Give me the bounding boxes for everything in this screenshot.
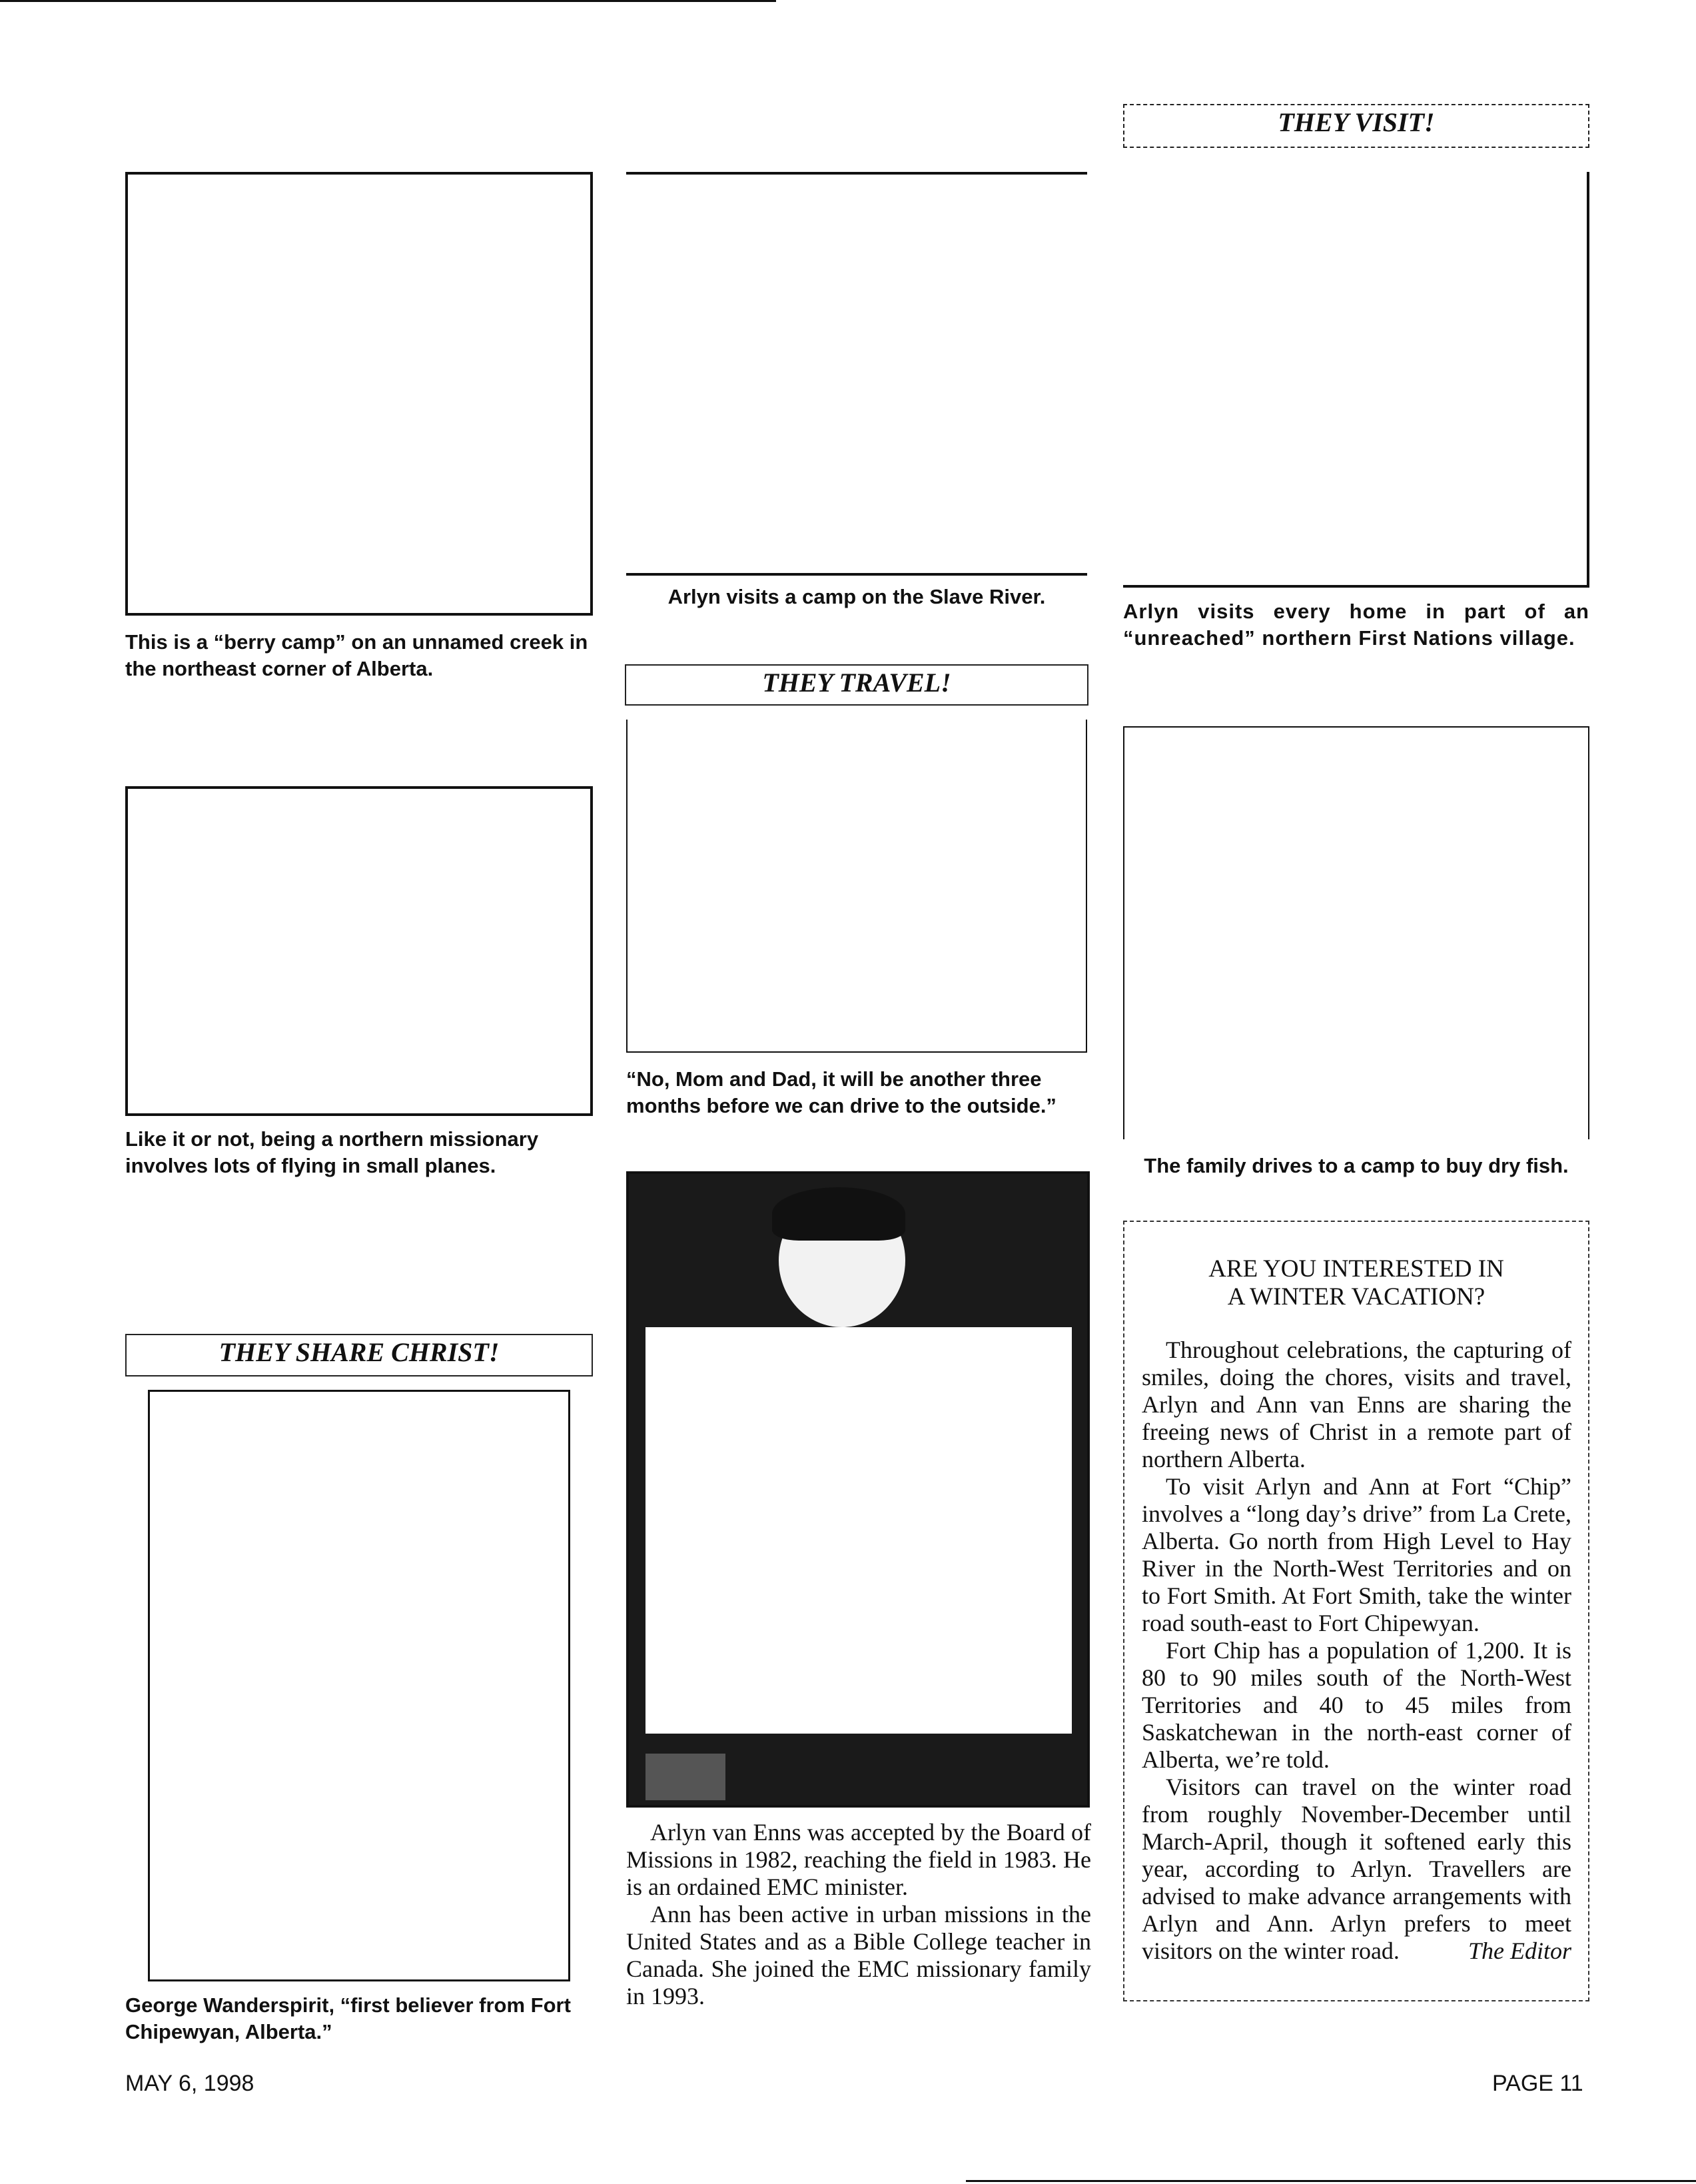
footer-date: MAY 6, 1998 bbox=[125, 2071, 254, 2096]
caption-dry-fish: The family drives to a camp to buy dry fish. bbox=[1144, 1154, 1569, 1177]
caption-slave-river: Arlyn visits a camp on the Slave River. bbox=[667, 585, 1046, 608]
sidebar-title-line-1: ARE YOU INTERESTED IN bbox=[1208, 1255, 1504, 1283]
caption-berry-camp: This is a “berry camp” on an unnamed creek in the northeast corner of Alberta. bbox=[125, 630, 588, 680]
photo-dry-fish bbox=[1123, 726, 1589, 1139]
photo-slave-river-bottom-edge bbox=[626, 573, 1087, 576]
photo-george-wanderspirit bbox=[148, 1390, 570, 1981]
banner-they-share-christ: THEY SHARE CHRIST! bbox=[125, 1334, 593, 1376]
photo-van-enns-family bbox=[626, 1171, 1090, 1808]
bottom-rule bbox=[966, 2180, 1696, 2182]
sidebar-paragraph-2: To visit Arlyn and Ann at Fort “Chip” involves a “long day’s drive” from La Crete, Alberta. Go north from High Level to Hay River in the North-West Territories and on to Fort Smith. At Fort Smith, take the winter road south-east to Fort Chipewyan. bbox=[1142, 1473, 1571, 1636]
photo-berry-camp bbox=[125, 172, 593, 616]
bio-text bbox=[626, 1819, 1091, 2010]
sidebar-paragraph-4 bbox=[1142, 1774, 1571, 1965]
bio-paragraph-1: Arlyn van Enns was accepted by the Board of Missions in 1982, reaching the field in 1983. He is an ordained EMC minister. bbox=[626, 1819, 1091, 1900]
photo-small-planes bbox=[125, 786, 593, 1116]
bio-paragraph-2: Ann has been active in urban missions in the United States and as a Bible College teacher in Canada. She joined the EMC missionary family in 1993. bbox=[626, 1901, 1091, 2009]
sidebar-paragraph-1: Throughout celebrations, the capturing of smiles, doing the chores, visits and travel, Arlyn and Ann van Enns are sharing the freeing news of Christ in a remote part of northern Alberta. bbox=[1142, 1337, 1571, 1472]
winter-vacation-sidebar bbox=[1123, 1221, 1589, 2001]
portrait-hat bbox=[772, 1187, 905, 1241]
sidebar-body bbox=[1142, 1337, 1571, 1965]
portrait-white-area bbox=[645, 1327, 1072, 1734]
photo-drive-outside bbox=[626, 720, 1087, 1053]
sidebar-paragraph-4-text: Visitors can travel on the winter road from roughly November-December until March-April, though it softened early this year, according to Arlyn. Travellers are advised to make advance arrangements with Arlyn and Ann. Arlyn prefers to meet visitors on the winter road. bbox=[1142, 1774, 1571, 1964]
sidebar-title-line-2: A WINTER VACATION? bbox=[1227, 1283, 1485, 1311]
caption-drive-outside: “No, Mom and Dad, it will be another three months before we can drive to the outside.” bbox=[626, 1067, 1057, 1117]
editor-signature: The Editor bbox=[1468, 1937, 1571, 1964]
top-rule bbox=[0, 0, 776, 2]
banner-they-travel: THEY TRAVEL! bbox=[625, 664, 1088, 706]
footer-page-number: PAGE 11 bbox=[1492, 2071, 1583, 2096]
photo-unreached-village bbox=[1123, 172, 1589, 588]
sidebar-paragraph-3: Fort Chip has a population of 1,200. It is 80 to 90 miles south of the North-West Territories and 40 to 45 miles from Saskatchewan in the north-east corner of Alberta, we’re told. bbox=[1142, 1637, 1571, 1773]
banner-they-visit: THEY VISIT! bbox=[1123, 104, 1589, 148]
caption-unreached-village: Arlyn visits every home in part of an “unreached” northern First Nations village. bbox=[1123, 600, 1589, 650]
caption-george: George Wanderspirit, “first believer from Fort Chipewyan, Alberta.” bbox=[125, 1993, 571, 2043]
photo-slave-river-top-edge bbox=[626, 172, 1087, 175]
portrait-corner-detail bbox=[645, 1754, 725, 1800]
caption-small-planes: Like it or not, being a northern missionary involves lots of flying in small planes. bbox=[125, 1127, 539, 1177]
